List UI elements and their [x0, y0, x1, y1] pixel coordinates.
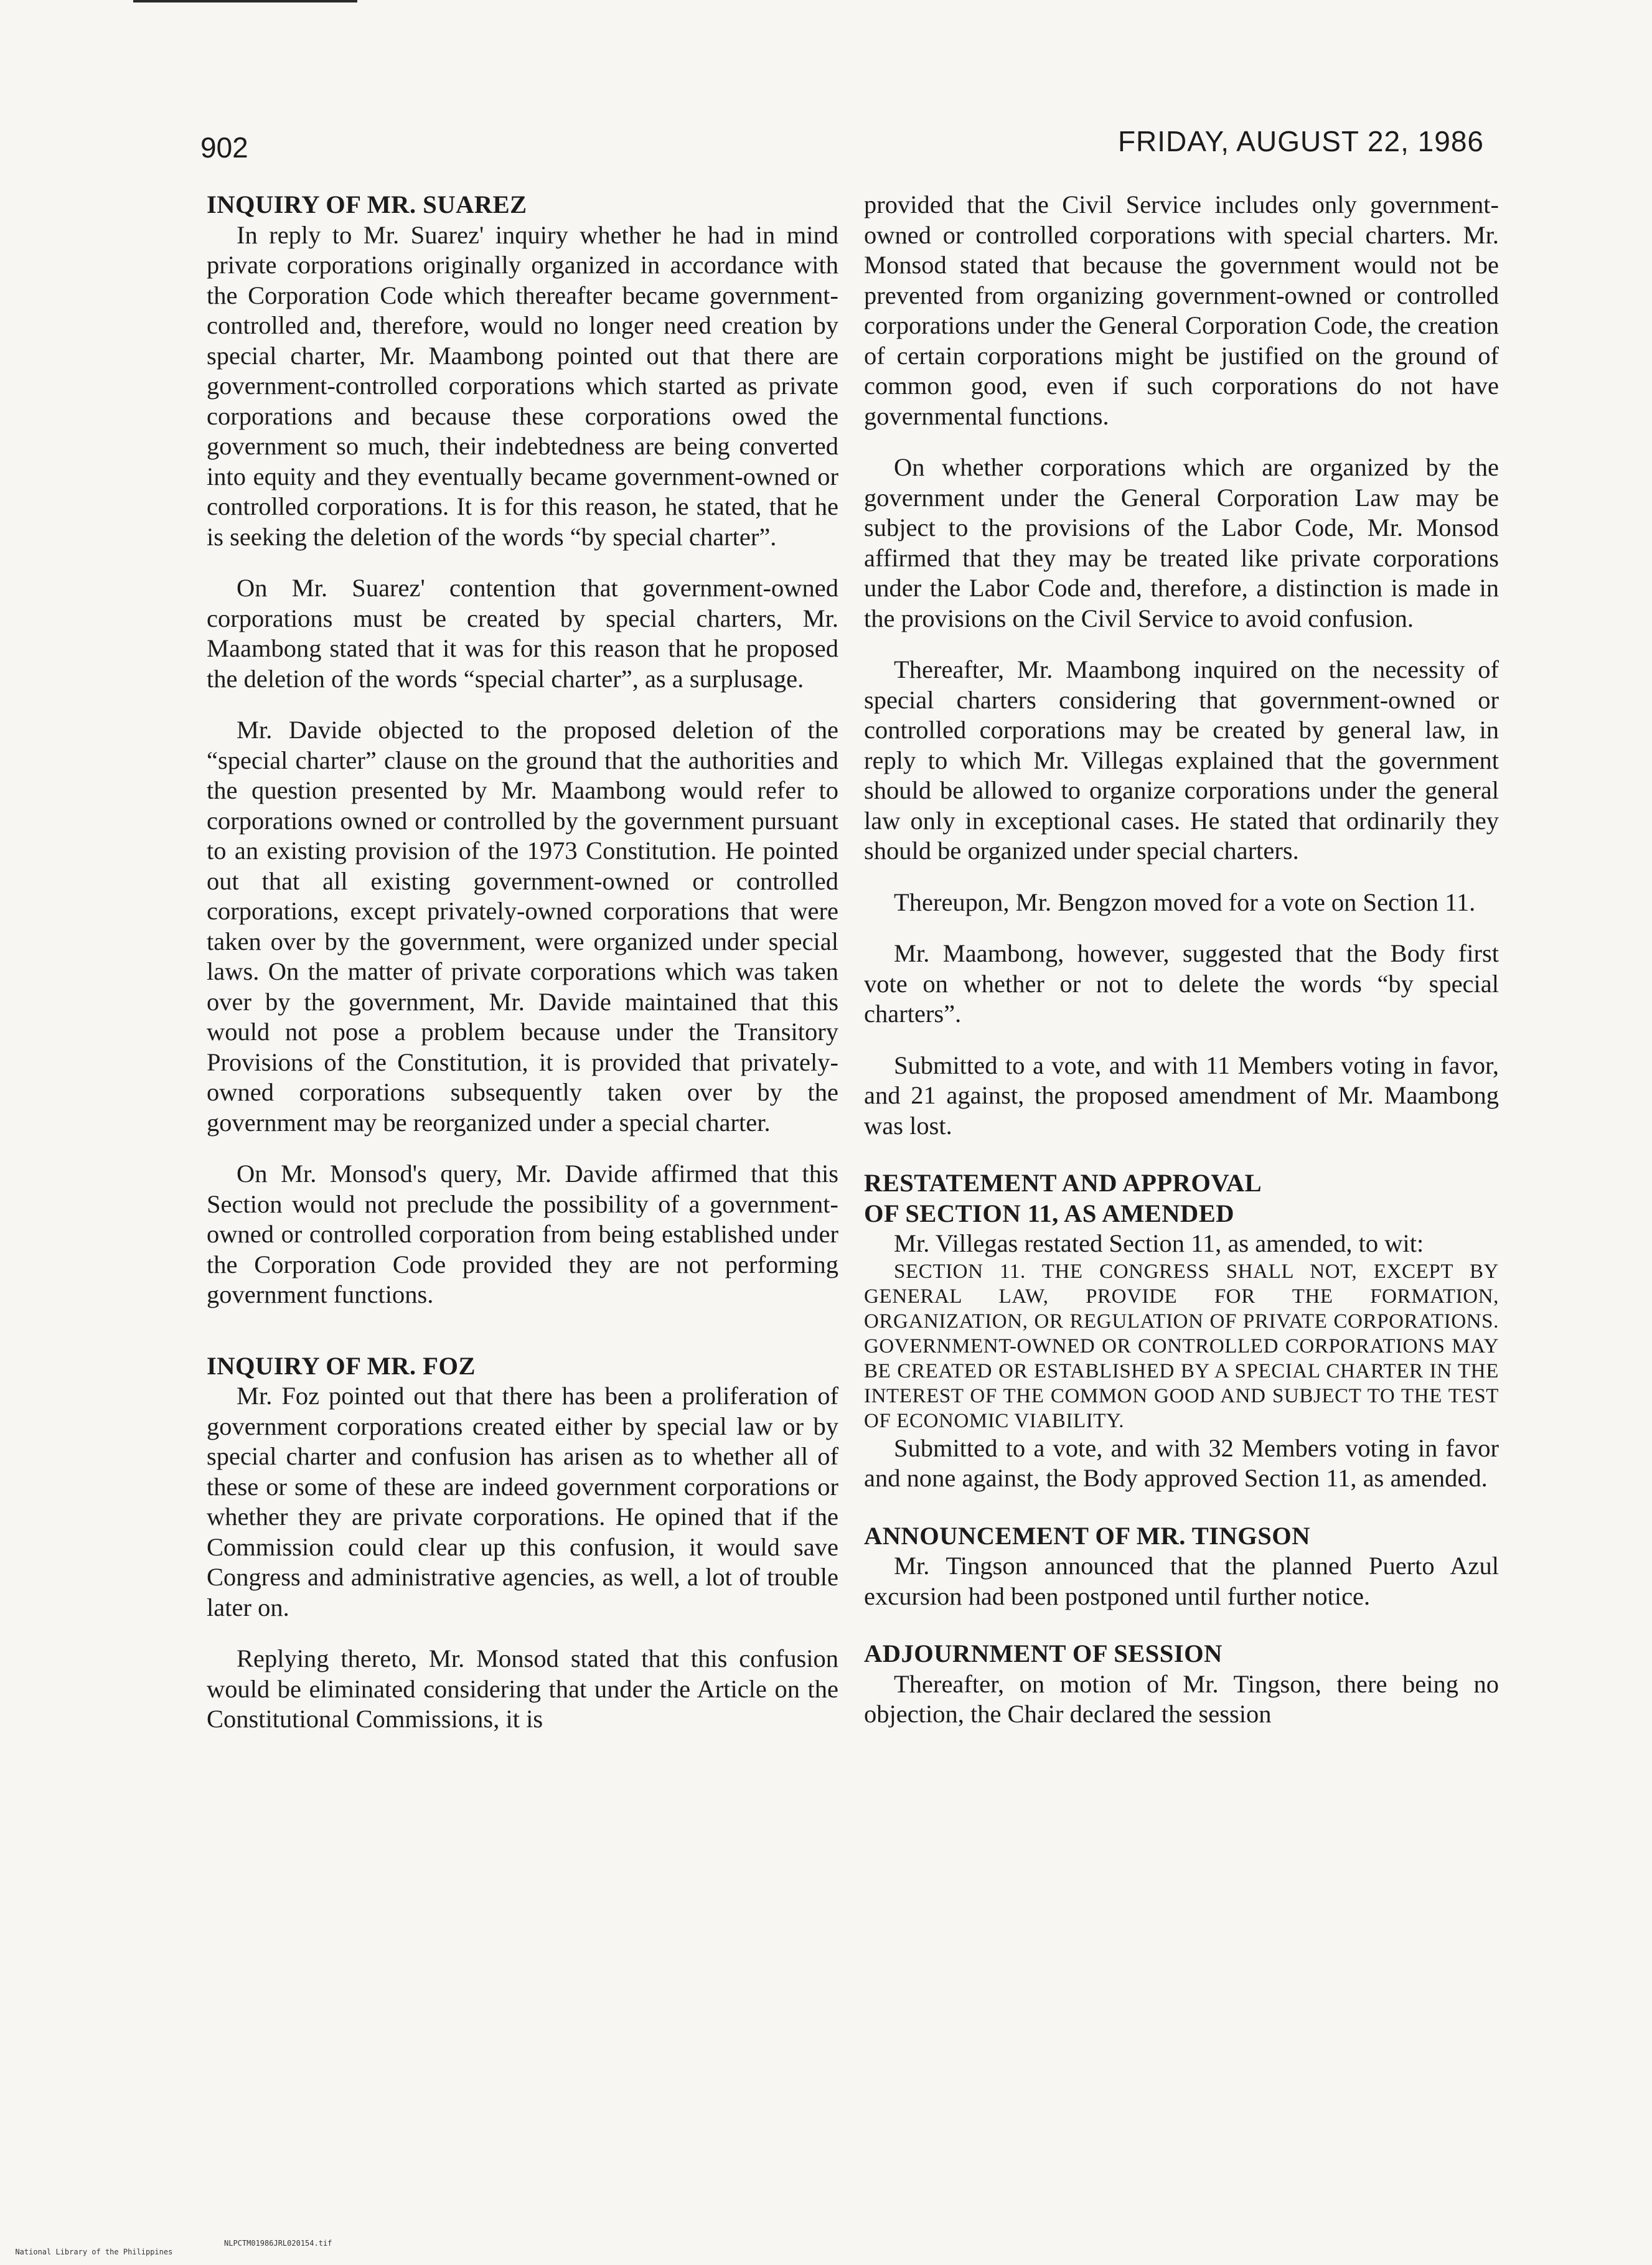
heading-announcement-tingson: ANNOUNCEMENT OF MR. TINGSON — [864, 1521, 1311, 1550]
scan-footer — [6, 2239, 332, 2265]
paragraph: On whether corporations which are organized by the government under the General Corporation Law may be subject to the provisions of the Labor Code, Mr. Monsod affirmed that they may be treated like private corporations under the Labor Code and, therefore, a distinction is made in the provisions on the Civil Service to avoid confusion. — [864, 453, 1499, 632]
paragraph: On Mr. Monsod's query, Mr. Davide affirmed that this Section would not preclude the possibility of a government-owned or controlled corporation from being established under the Corporation Code provided they are not performing government functions. — [207, 1160, 838, 1308]
paragraph: Submitted to a vote, and with 11 Members voting in favor, and 21 against, the proposed amendment of Mr. Maambong was lost. — [864, 1051, 1499, 1140]
top-rule — [133, 0, 357, 2]
paragraph: Mr. Maambong, however, suggested that the Body first vote on whether or not to delete the words “by special charters”. — [864, 939, 1499, 1028]
paragraph: Mr. Davide objected to the proposed deletion of the “special charter” clause on the ground that the authorities and the question presented by Mr. Maambong would refer to corporations owned or controlled by the government pursuant to an existing provision of the 1973 Constitution. He pointed out that all existing government-owned or controlled corporations, except privately-owned corporations that were taken over by the government, were organized under special laws. On the matter of private corporations which was taken over by the government, Mr. Davide maintained that this would not pose a problem because under the Transitory Provisions of the Constitution, it is provided that privately-owned corporations subsequently taken over by the government may be reorganized under a special charter. — [207, 716, 838, 1137]
paragraph: Thereupon, Mr. Bengzon moved for a vote on Section 11. — [894, 888, 1476, 916]
paragraph: Thereafter, Mr. Maambong inquired on the necessity of special charters considering that government-owned or controlled corporations may be created by general law, in reply to which Mr. Villegas explained that the government should be allowed to organize corporations under the general law only in exceptional cases. He stated that ordinarily they should be organized under special charters. — [864, 655, 1499, 865]
section-11-quote: SECTION 11. THE CONGRESS SHALL NOT, EXCEPT BY GENERAL LAW, PROVIDE FOR THE FORMATION, ORGANIZATION, OR REGULATION OF PRIVATE CORPORATIONS. GOVERNMENT-OWNED OR CONTROLLED CORPORATIONS MAY BE CREATED OR ESTABLISHED BY A SPECIAL CHARTER IN THE INTEREST OF THE COMMON GOOD AND SUBJECT TO THE TEST OF ECONOMIC VIABILITY. — [864, 1260, 1499, 1432]
running-head-date: FRIDAY, AUGUST 22, 1986 — [1117, 125, 1484, 157]
paragraph: Mr. Tingson announced that the planned Puerto Azul excursion had been postponed until further notice. — [864, 1552, 1499, 1610]
paragraph: Mr. Foz pointed out that there has been a proliferation of government corporations created either by special law or by special charter and confusion has arisen as to whether all of these or some of these are indeed government corporations or whether they are private corporations. He opined that if the Commission could clear up this confusion, it would save Congress and administrative agencies, as well, a lot of trouble later on. — [207, 1382, 838, 1621]
paragraph: On Mr. Suarez' contention that government-owned corporations must be created by special charters, Mr. Maambong stated that it was for this reason that he proposed the deletion of the words “special charter”, as a surplusage. — [207, 574, 838, 693]
heading-adjournment: ADJOURNMENT OF SESSION — [864, 1639, 1223, 1667]
paragraph: Replying thereto, Mr. Monsod stated that this confusion would be eliminated considering that under the Article on the Constitutional Commissions, it is — [207, 1644, 838, 1733]
page-number: 902 — [200, 131, 248, 164]
heading-inquiry-foz: INQUIRY OF MR. FOZ — [207, 1351, 476, 1380]
heading-inquiry-suarez: INQUIRY OF MR. SUAREZ — [207, 190, 527, 218]
paragraph: provided that the Civil Service includes only government-owned or controlled corporations with special charters. Mr. Monsod stated that because the government would not be prevented from organizing government-owned or controlled corporations under the General Corporation Code, the creation of certain corporations might be justified on the ground of common good, even if such corporations do not have governmental functions. — [864, 190, 1499, 430]
footer-library: National Library of the Philippines — [15, 2248, 173, 2256]
paragraph: Submitted to a vote, and with 32 Members voting in favor and none against, the Body approved Section 11, as amended. — [864, 1433, 1499, 1492]
paragraph: In reply to Mr. Suarez' inquiry whether he had in mind private corporations originally organized in accordance with the Corporation Code which thereafter became government-controlled and, therefore, would no longer need creation by special charter, Mr. Maambong pointed out that there are government-controlled corporations which started as private corporations and because these corporations owed the government so much, their indebtedness are being converted into equity and they eventually became government-owned or controlled corporations. It is for this reason, he stated, that he is seeking the deletion of the words “by special charter”. — [207, 220, 838, 551]
footer-file-id: NLPCTM01986JRL020154.tif — [224, 2239, 332, 2248]
left-column — [207, 190, 838, 1735]
right-column — [864, 190, 1499, 1730]
heading-restatement-line-2: OF SECTION 11, AS AMENDED — [864, 1199, 1234, 1227]
paragraph: Mr. Villegas restated Section 11, as amended, to wit: — [894, 1229, 1424, 1257]
heading-restatement-line-1: RESTATEMENT AND APPROVAL — [864, 1169, 1262, 1197]
paragraph: Thereafter, on motion of Mr. Tingson, there being no objection, the Chair declared the session — [864, 1669, 1499, 1728]
